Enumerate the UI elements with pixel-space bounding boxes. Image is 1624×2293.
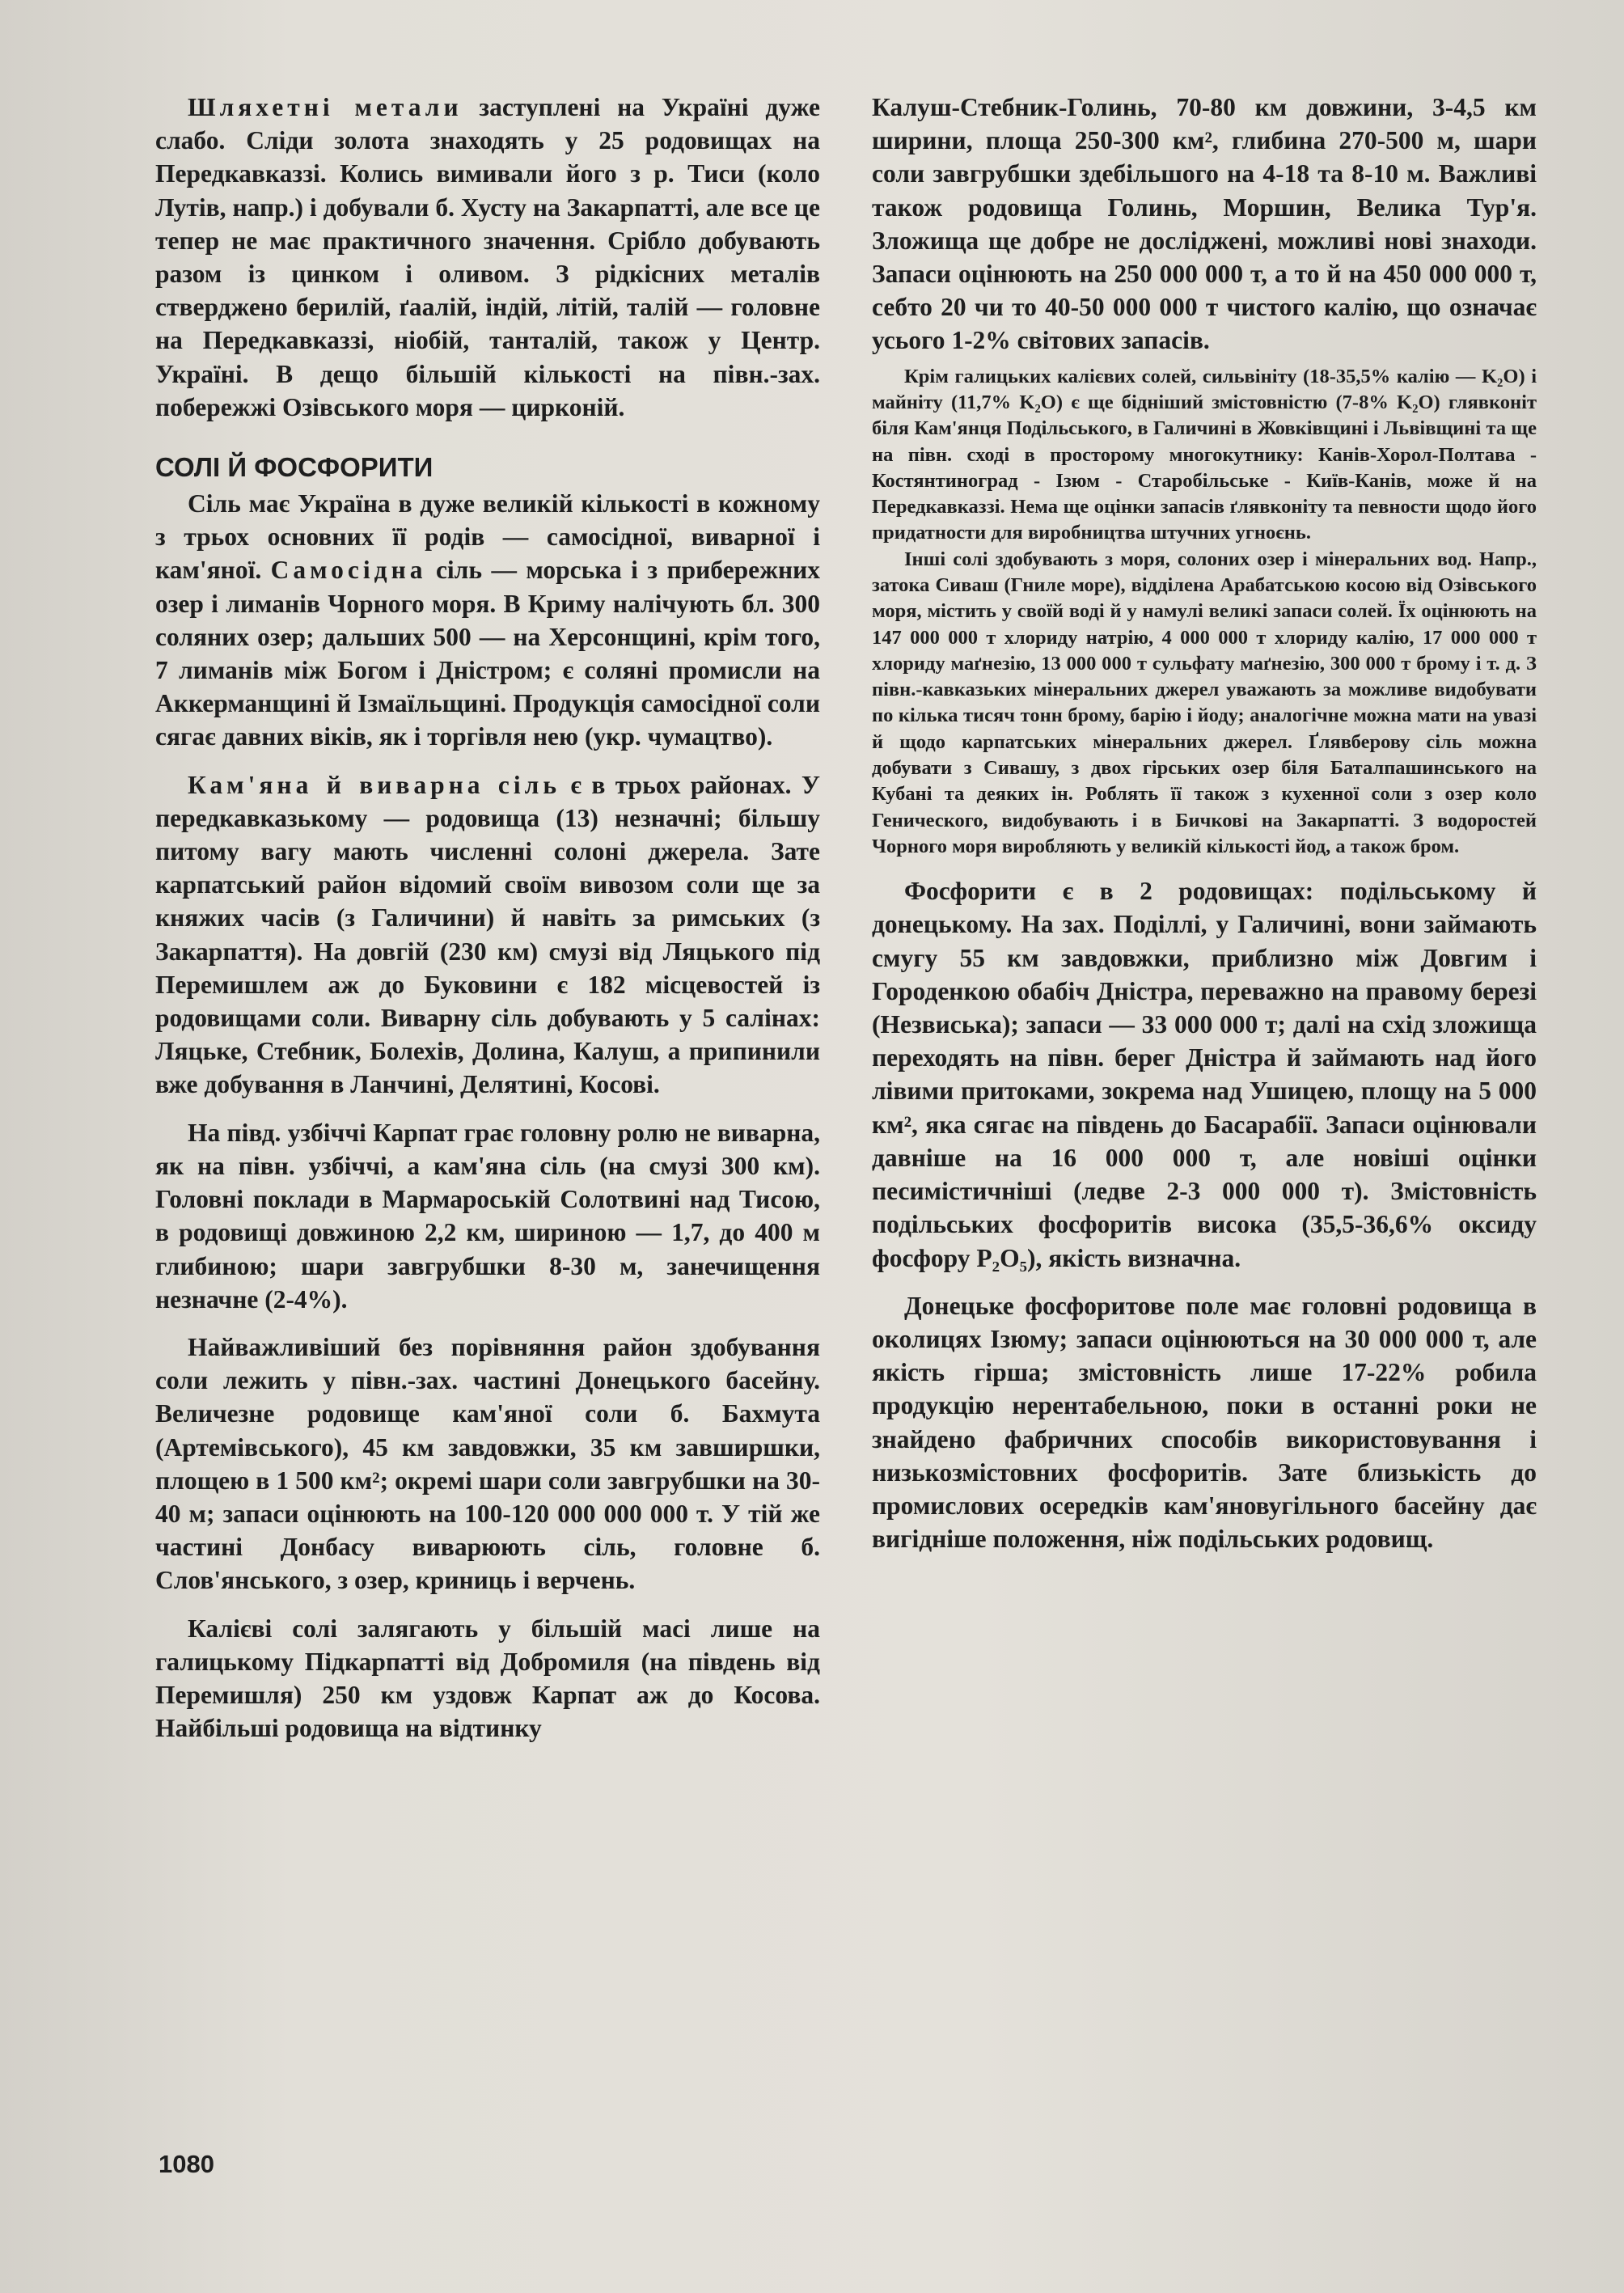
- paragraph-potassium-salts: Калієві солі залягають у більшій масі лише на галицькому Підкарпатті від Добромиля (на південь від Перемишля) 250 км уздовж Карпат аж до Косова. Найбільші родовища на відтинку: [155, 1614, 820, 1743]
- term-salt: Сіль: [188, 489, 241, 518]
- page-number: 1080: [159, 2150, 214, 2178]
- paragraph-donets-salt: Найважливіший без порівняння район здобування соли лежить у півн.-зах. частині Донецького басейну. Величезне родовище кам'яної соли б. Бахмута (Артемівського), 45 км завдовжки, 35 км завширшки, площею в 1 500 км²; окремі шари соли завгрубшки на 30-40 м; запаси оцінюють на 100-120 000 000 000 т. У тій же частині Донбасу виварюють сіль, головне б. Слов'янського, з озер, криниць і верчень.: [155, 1332, 820, 1595]
- term-rock-salt: Кам'яна й виварна сіль: [188, 770, 560, 799]
- paragraph-salt: Сіль має Україна в дуже великій кількості в кожному з трьох основних її родів — самосідної, виварної і кам'яної. Самосідна сіль — морська і з прибережних озер і лиманів Чорного моря. В Криму налічують бл. 300 соляних озер; дальших 500 — на Херсонщині, крім того, 7 лиманів між Богом і Дністром; є соляні промисли на Аккерманщині й Ізмаїльщині. Продукція самосідної соли сягає давних віків, як і торгівля нею (укр. чумацтво).: [155, 489, 820, 751]
- paragraph-glauconite: Крім галицьких калієвих солей, сильвініту (18-35,5% калію — K₂O) і майніту (11,7% K₂O) є ще бідніший змістовністю (7-8% K₂O) глявконіт біля Кам'янця Подільського, в Галичині в Жовківщині і Львівщині та ще на півн. сході в просторому многокутнику: Канів-Хорол-Полтава - Костянтиноград - Ізюм - Старобільське - Київ-Канів, може й на Передкавказзі. Нема ще оцінки запасів ґлявконіту та певности щодо його придатности для виробництва штучних угноєнь.: [872, 365, 1537, 544]
- paragraph-carpathian-south: На півд. узбіччі Карпат грає головну ролю не виварна, як на півн. узбіччі, а кам'яна сіль (на смузі 300 км). Головні поклади в Мармароській Солотвині над Тисою, в родовищі довжиною 2,2 км, шириною — 1,7, до 400 м глибиною; шари завгрубшки 8-30 м, занечищення незначне (2-4%).: [155, 1118, 820, 1314]
- term-potassium-salts: Калієві солі: [188, 1614, 337, 1643]
- paragraph-noble-metals: Шляхетні метали заступлені на Україні дуже слабо. Сліди золота знаходять у 25 родовищах на Передкавказзі. Колись вимивали його з р. Тиси (коло Лутів, напр.) і добували б. Хусту на Закарпатті, але все це тепер не має практичного значення. Срібло добувають разом із цинком і оливом. З рідкісних металів ствердженo берилій, ґаалій, індій, літій, талій — головне на Передкавказзі, ніобій, танталій, також у Центр. Україні. В дещо більшій кількості на півн.-зах. побережжі Озівського моря — цирконій.: [155, 93, 820, 421]
- term-self-settled-salt: Самосідна: [270, 556, 427, 585]
- paragraph-rock-salt: Кам'яна й виварна сіль є в трьох районах. У передкавказькому — родовища (13) незначні; більшу питому вагу мають численні солоні джерела. Зате карпатський район відомий своїм вивозом соли ще за княжих часів (з Галичини) й навіть за римських (з Закарпаття). На довгій (230 км) смузі від Ляцького під Перемишлем аж до Буковини є 182 місцевостей із родовищами соли. Виварну сіль добувають у 5 салінах: Ляцьке, Стебник, Болехів, Долина, Калуш, а припинили вже добування в Ланчині, Делятині, Косові.: [155, 770, 820, 1099]
- paragraph-donets-phosphorites: Донецьке фосфоритове поле має головні родовища в околицях Ізюму; запаси оцінюються на 30 000 000 т, але якість гірша; змістовність лише 17-22% робила продукцію нерентабельною, поки в останні роки не знайдено фабричних способів використовування і низькозмістовних фосфоритів. Зате близькість до промислових осередків кам'яновугільного басейну дає вигідніше положення, ніж подільських родовищ.: [872, 1291, 1537, 1554]
- section-heading: СОЛІ Й ФОСФОРИТИ: [155, 452, 433, 483]
- term-phosphorites: Фосфорити: [904, 877, 1037, 906]
- left-column: [155, 91, 820, 1745]
- term-other-salts: Інші солі: [904, 548, 988, 570]
- paragraph-other-salts: Інші солі здобувають з моря, солоних озер і мінеральних вод. Напр., затока Сиваш (Гниле море), відділена Арабатською косою від Озівського моря, містить у своїй воді й у намулі великі запаси солей. Їх оцінюють на 147 000 000 т хлориду натрію, 4 000 000 т хлориду калію, 17 000 000 т хлориду маґнезію, 13 000 000 т сульфату маґнезію, 300 000 т брому і т. д. З півн.-кавказьких мінеральних джерел уважають за можливе видобувати по кілька тисяч тонн брому, барію і йоду; аналогічне можна мати на увазі й щодо карпатських мінеральних джерел. Ґлявберову сіль можна добувати з Сивашу, з двох гірських озер біля Баталпашинського на Кубані та деяких ін. Роблять її також з кухенної соли з озер коло Генического, видобувають і в Бичкові на Закарпатті. З водоростей Чорного моря виробляють у великій кількості йод, а також бром.: [872, 548, 1537, 857]
- term-noble-metals: Шляхетні метали: [188, 93, 463, 121]
- right-column: [872, 91, 1537, 1555]
- paragraph-phosphorites: Фосфорити є в 2 родовищах: подільському й донецькому. На зах. Поділлі, у Галичині, вони займають смугу 55 км завдовжки, приблизно між Довгим і Городенкою обабіч Дністра, переважно на правому березі (Незвиська); запаси — 33 000 000 т; далі на схід зложища переходять на півн. берег Дністра й займають над його лівими притоками, зокрема над Ушицею, площу на 5 000 км², яка сягає на південь до Басарабії. Запаси оцінювали давніше на 16 000 000 т, але новіші оцінки песимістичніші (ледве 2-3 000 000 т). Змістовність подільських фосфоритів висока (35,5-36,6% оксиду фосфору P₂O₅), якість визначна.: [872, 877, 1537, 1272]
- paragraph-kalush-deposits: Калуш-Стебник-Голинь, 70-80 км довжини, 3-4,5 км ширини, площа 250-300 км², глибина 270-500 м, шари соли завгрубшки здебільшого на 4-18 та 8-10 м. Важливі також родовища Голинь, Моршин, Велика Тур'я. Зложища ще добре не досліджені, можливі нові знаходи. Запаси оцінюють на 250 000 000 т, а то й на 450 000 000 т, себто 20 чи то 40-50 000 000 т чистого калію, що означає усього 1-2% світових запасів.: [872, 93, 1537, 355]
